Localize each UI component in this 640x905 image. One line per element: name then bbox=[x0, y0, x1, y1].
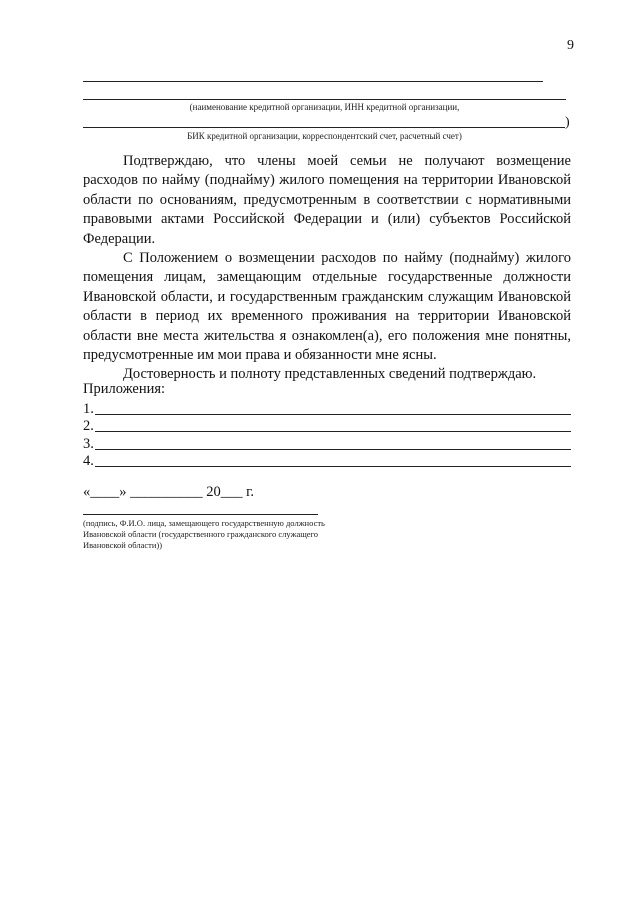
bank-line-3 bbox=[83, 127, 565, 128]
signature-line bbox=[83, 514, 318, 515]
paragraph-accuracy: Достоверность и полноту представленных сведений подтверждаю. bbox=[123, 366, 537, 383]
attachment-field[interactable] bbox=[95, 453, 571, 467]
date-line: «____» __________ 20___ г. bbox=[83, 484, 255, 500]
page-number: 9 bbox=[567, 38, 574, 53]
attachment-field[interactable] bbox=[95, 436, 571, 450]
attachment-number: 4. bbox=[83, 453, 94, 469]
attachment-row bbox=[83, 417, 571, 435]
attachment-row bbox=[83, 452, 571, 470]
attachment-field[interactable] bbox=[95, 418, 571, 432]
attachment-row bbox=[83, 434, 571, 452]
attachment-number: 1. bbox=[83, 400, 94, 417]
attachment-field[interactable] bbox=[95, 401, 571, 415]
attachment-number: 2. bbox=[83, 418, 94, 434]
bank-caption-2: БИК кредитной организации, корреспондентский счет, расчетный счет) bbox=[187, 131, 462, 141]
attachment-number: 3. bbox=[83, 435, 94, 452]
paragraph-regulation: С Положением о возмещении расходов по найму (поднайму) жилого помещения лицам, замещающим отдельные государственные должности Ивановской области, и государственным гражданским служащим Ивановской области в период их временного проживания на территории Ивановской области вне места жительства я ознакомлен(а), его положения мне понятны, предусмотренные им мои права и обязанности мне ясны. bbox=[83, 250, 571, 364]
attachments-section bbox=[83, 380, 571, 469]
signature-caption: (подпись, Ф.И.О. лица, замещающего государственную должность Ивановской области (государственного гражданского служащего Ивановской области)) bbox=[83, 518, 325, 550]
bank-line-1 bbox=[83, 81, 543, 82]
confirmation-text bbox=[83, 152, 571, 385]
paragraph-family: Подтверждаю, что члены моей семьи не получают возмещение расходов по найму (поднайму) жилого помещения на территории Ивановской области по основаниям, предусмотренным в соответствии с нормативными правовыми актами Российской Федерации и (или) субъектов Российской Федерации. bbox=[83, 153, 571, 247]
bank-caption-1: (наименование кредитной организации, ИНН кредитной организации, bbox=[189, 102, 460, 112]
attachment-row bbox=[83, 399, 571, 417]
attachments-title: Приложения: bbox=[83, 381, 166, 397]
bank-line-2 bbox=[83, 99, 566, 100]
closing-paren: ) bbox=[565, 115, 570, 130]
